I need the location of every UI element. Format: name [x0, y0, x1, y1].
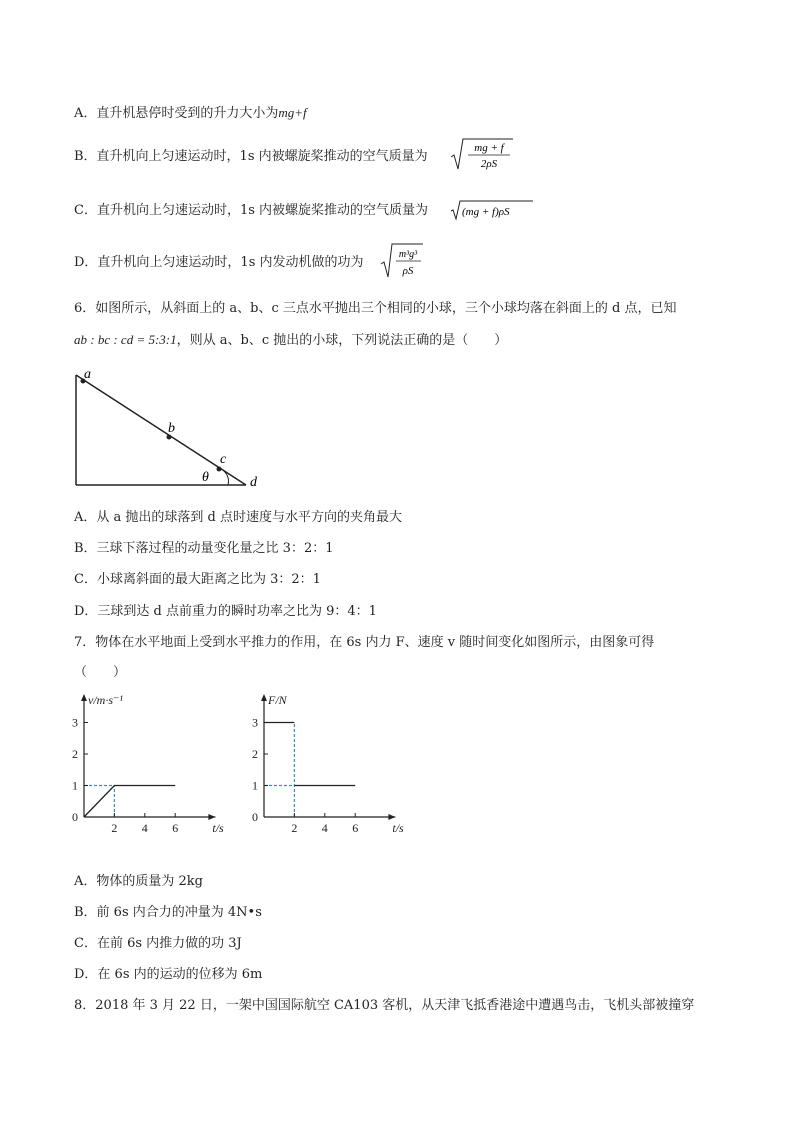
q7-option-c: C．在前 6s 内推力做的功 3J: [74, 936, 242, 951]
v-chart-xtick-label-2: 4: [141, 821, 148, 835]
v-chart-xtick-label-1: 2: [111, 821, 118, 835]
f-chart-xtick-label-2: 4: [321, 821, 328, 835]
q5-option-b: B．直升机向上匀速运动时，1s 内被螺旋桨推动的空气质量为 mg + f 2ρS: [74, 148, 428, 166]
label-theta: θ: [202, 470, 209, 485]
v-chart-xlabel: t/s: [212, 821, 224, 835]
label-a: a: [84, 367, 91, 382]
q7-stem-line2: （ ）: [74, 665, 127, 680]
f-chart-xtick-label-3: 6: [352, 821, 359, 835]
q7-option-d: D．在 6s 内的运动的位移为 6m: [74, 967, 263, 982]
f-chart-xtick-label-1: 2: [291, 821, 298, 835]
q6-stem-line2: ab : bc : cd = 5:3:1，则从 a、b、c 抛出的小球，下列说法正确的是（ ）: [74, 332, 508, 348]
q5-option-c: C．直升机向上匀速运动时，1s 内被螺旋桨推动的空气质量为 (mg + f)ρS: [74, 202, 428, 220]
label-c: c: [220, 452, 227, 467]
f-chart-xlabel: t/s: [392, 821, 404, 835]
q5-option-b-formula: [450, 137, 514, 173]
v-chart-series-0: [84, 786, 175, 818]
v-chart-xtick-label-0: 0: [72, 810, 78, 824]
q5-option-b-numerator: mg + f: [474, 142, 504, 154]
v-chart-x-arrow: [208, 814, 215, 820]
f-chart-ytick-label-2: 3: [252, 715, 258, 730]
q6-stem-line1: 6．如图所示，从斜面上的 a、b、c 三点水平抛出三个相同的小球，三个小球均落在斜面上的 d 点，已知: [74, 301, 677, 316]
force-time-chart: [246, 690, 406, 840]
f-chart-ytick-label-1: 2: [252, 747, 258, 761]
q5-option-d-numerator: m³g³: [398, 249, 418, 260]
v-chart-ytick-label-2: 3: [72, 715, 78, 730]
f-chart-y-arrow: [261, 694, 267, 701]
f-chart-ytick-label-0: 1: [252, 778, 258, 793]
q5-option-a-math: mg+f: [278, 105, 307, 120]
q6-option-d: D．三球到达 d 点前重力的瞬时功率之比为 9：4：1: [74, 604, 377, 619]
q7-stem-line1: 7．物体在水平地面上受到水平推力的作用，在 6s 内力 F、速度 v 随时间变化如图所示，由图象可得: [74, 635, 655, 650]
f-chart-x-arrow: [388, 814, 395, 820]
velocity-time-chart: [66, 690, 226, 840]
q5-option-d: D．直升机向上匀速运动时，1s 内发动机做的功为 m³g³ ρS: [74, 254, 364, 272]
f-chart-xtick-label-0: 0: [252, 810, 258, 824]
v-chart-y-arrow: [81, 694, 87, 701]
q5-option-d-formula: [380, 242, 424, 280]
q8-stem-line1: 8．2018 年 3 月 22 日，一架中国国际航空 CA103 客机，从天津飞抵香港途中遭遇鸟击，飞机头部被撞穿: [74, 998, 695, 1013]
v-chart-ytick-label-0: 1: [72, 778, 78, 793]
q6-incline-figure: [70, 365, 270, 490]
q5-option-c-formula: [450, 199, 534, 221]
q6-option-a: A．从 a 抛出的球落到 d 点时速度与水平方向的夹角最大: [74, 510, 402, 525]
q5-option-d-denominator: ρS: [402, 265, 414, 277]
q6-ratio: ab : bc : cd = 5:3:1: [74, 332, 177, 347]
q7-option-a: A．物体的质量为 2kg: [74, 874, 203, 889]
v-chart-ylabel: v/m·s⁻¹: [88, 693, 123, 707]
v-chart-ytick-label-1: 2: [72, 747, 78, 761]
f-chart-ylabel: F/N: [268, 693, 287, 707]
q6-option-c: C．小球离斜面的最大距离之比为 3：2：1: [74, 572, 321, 587]
q7-option-b: B．前 6s 内合力的冲量为 4N•s: [74, 905, 262, 920]
point-c: [217, 467, 222, 472]
label-d: d: [250, 475, 257, 490]
q5-option-b-denominator: 2ρS: [480, 158, 498, 170]
q5-option-c-radicand: (mg + f)ρS: [462, 206, 510, 218]
label-b: b: [168, 421, 175, 436]
v-chart-xtick-label-3: 6: [172, 821, 179, 835]
q5-option-a: A．直升机悬停时受到的升力大小为mg+f: [74, 105, 307, 121]
q6-option-b: B．三球下落过程的动量变化量之比 3：2：1: [74, 541, 334, 556]
